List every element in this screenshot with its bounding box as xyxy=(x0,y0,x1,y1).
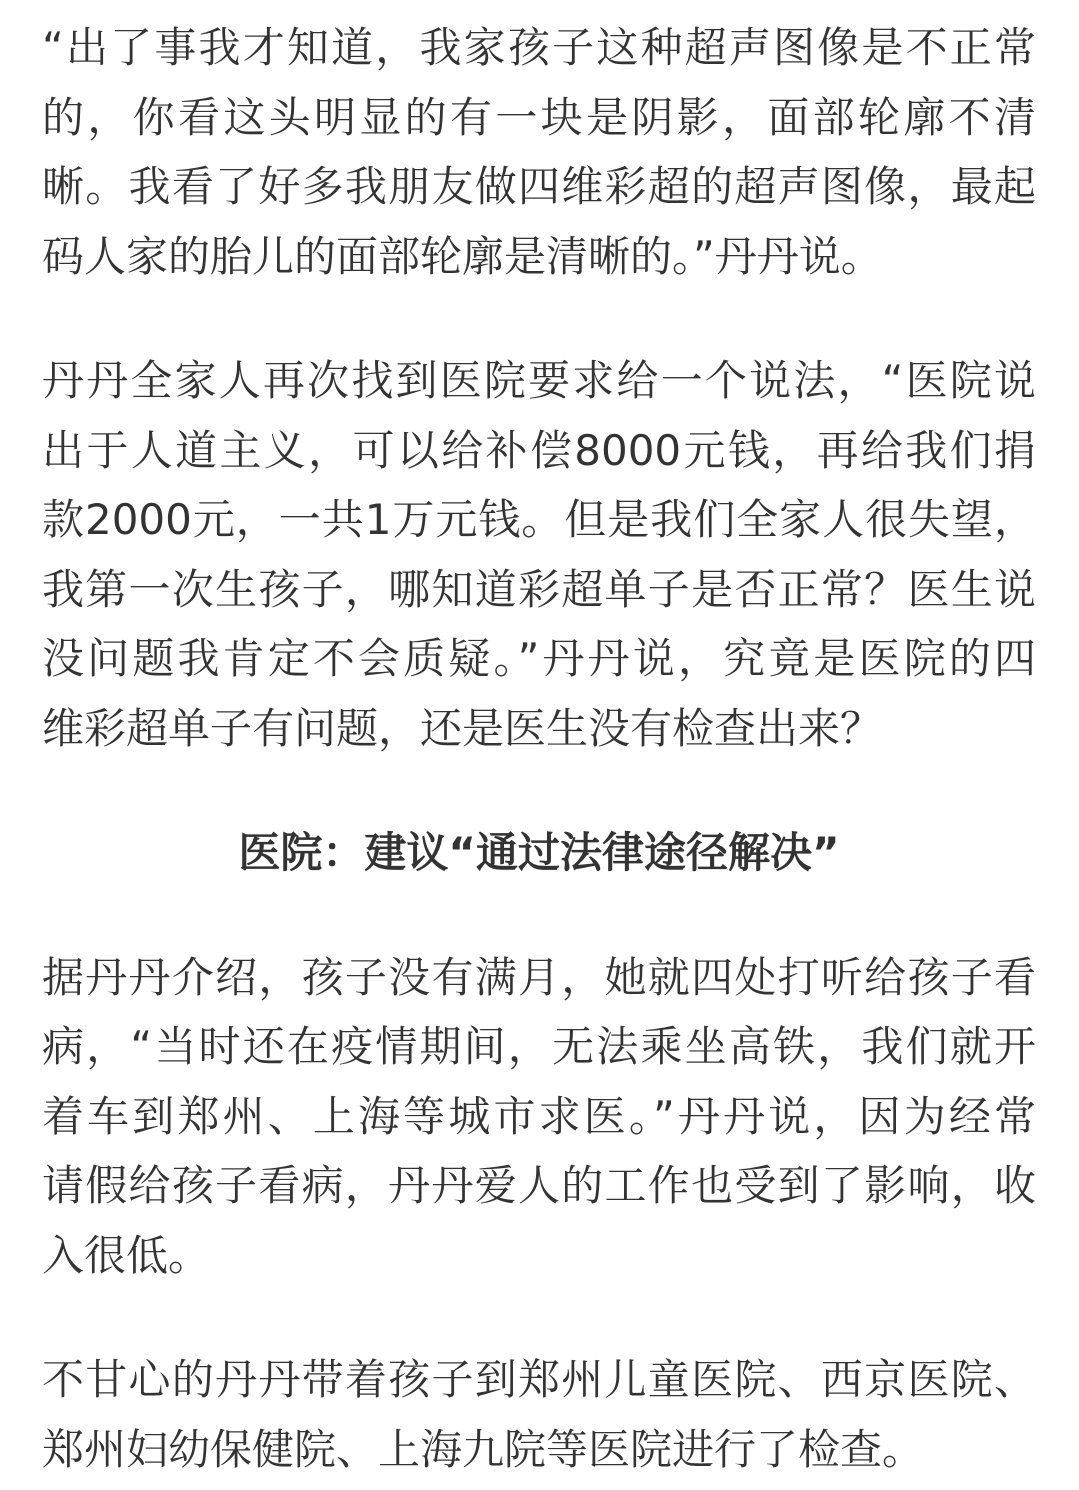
paragraph-line: 病，“当时还在疫情期间，无法乘坐高铁，我们就开 xyxy=(42,1022,1036,1071)
paragraph-line: 丹丹全家人再次找到医院要求给一个说法，“医院说 xyxy=(42,356,1036,405)
paragraph-line: 没问题我肯定不会质疑。”丹丹说，究竟是医院的四 xyxy=(42,634,1036,683)
paragraph-line: 请假给孩子看病，丹丹爱人的工作也受到了影响，收 xyxy=(42,1161,1036,1210)
paragraph-line: 款2000元，一共1万元钱。但是我们全家人很失望， xyxy=(42,495,1036,544)
paragraph-line: 码人家的胎儿的面部轮廓是清晰的。”丹丹说。 xyxy=(42,231,883,281)
paragraph-line: 着车到郑州、上海等城市求医。”丹丹说，因为经常 xyxy=(42,1091,1036,1141)
paragraph-line: 郑州妇幼保健院、上海九院等医院进行了检查。 xyxy=(42,1424,925,1474)
paragraph-line: 据丹丹介绍，孩子没有满月，她就四处打听给孩子看 xyxy=(42,952,1036,1002)
paragraph-line: 出于人道主义，可以给补偿8000元钱，再给我们捐 xyxy=(42,425,1036,475)
paragraph-line: “出了事我才知道，我家孩子这种超声图像是不正常 xyxy=(42,23,1036,72)
paragraph-line: 我第一次生孩子，哪知道彩超单子是否正常？医生说 xyxy=(42,564,1036,614)
paragraph-line: 晰。我看了好多我朋友做四维彩超的超声图像，最起 xyxy=(42,162,1036,211)
paragraph-line: 维彩超单子有问题，还是医生没有检查出来？ xyxy=(42,703,883,753)
paragraph-line: 入很低。 xyxy=(42,1230,211,1280)
article-paragraph xyxy=(42,346,1036,763)
paragraph-line: 不甘心的丹丹带着孩子到郑州儿童医院、西京医院、 xyxy=(42,1355,1036,1404)
paragraph-line: 的，你看这头明显的有一块是阴影，面部轮廓不清 xyxy=(42,92,1036,142)
article-paragraph xyxy=(42,1345,1036,1484)
article-paragraph xyxy=(42,13,1036,291)
article-body xyxy=(42,13,1036,1484)
section-heading: 医院：建议“通过法律途径解决” xyxy=(238,828,840,877)
article-paragraph xyxy=(42,943,1036,1291)
